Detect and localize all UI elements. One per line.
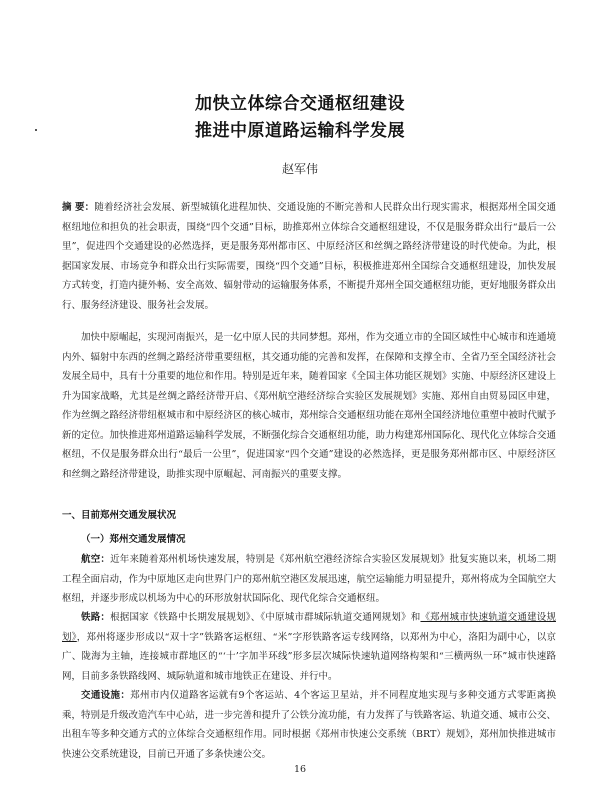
title-line-1: 加快立体综合交通枢纽建设 — [195, 94, 405, 114]
transport-facilities-paragraph — [62, 686, 556, 764]
author: 赵军伟 — [281, 162, 318, 176]
section-heading: 一、目前郑州交通发展状况 — [62, 510, 177, 521]
page-number: 16 — [293, 764, 307, 775]
transport-facilities-label: 交通设施： — [81, 690, 131, 701]
railway-label: 铁路： — [81, 612, 111, 623]
subsection-heading: （一）郑州交通发展情况 — [81, 534, 186, 545]
railway-text-b: ，郑州将逐步形成以“双十字”铁路客运枢纽、“米”字形铁路客运专线网络，以郑州为中心，洛阳为副中心，以京广、陇海为主轴，连接城市群地区的“‘十’字加半环线”形多层次城际快速轨道网络构架和“三横两纵一环”城市快速路网，目前多条铁路线网、城际轨道和城市地铁正在建设、并行中。 — [62, 631, 556, 682]
railway-plan-title: 《郑州城市快速轨道交通建设规划》 — [62, 612, 556, 643]
abstract — [62, 198, 556, 315]
abstract-text: 随着经济社会发展、新型城镇化进程加快、交通设施的不断完善和人民群众出行现实需求，根据郑州全国交通枢纽地位和担负的社会职责，围绕“四个交通”目标，助推郑州立体综合交通枢纽建设，不仅是服务群众出行“最后一公里”，促进四个交通建设的必然选择，更是服务郑州都市区、中原经济区和丝绸之路经济带建设的时代使命。为此，根据国家发展、市场竞争和群众出行实际需要，围绕“四个交通”目标，积极推进郑州全国综合交通枢纽建设，加快发展方式转变，打造内捷外畅、安全高效、辐射带动的运输服务体系，不断提升郑州全国交通枢纽功能，更好地服务群众出行、服务经济建设、服务社会发展。 — [62, 202, 557, 311]
aviation-text: 近年来随着郑州机场快速发展，特别是《郑州航空港经济综合实验区发展规划》批复实施以来，机场二期工程全面启动，作为中原地区走向世界门户的郑州航空港区发展迅速，航空运输能力明显提升，郑州将成为全国航空大枢纽，并逐步形成以机场为中心的环形放射状国际化、现代化综合交通枢纽。 — [62, 554, 557, 604]
railway-paragraph — [62, 608, 556, 686]
aviation-label: 航空： — [81, 554, 111, 565]
railway-text-a: 根据国家《铁路中长期发展规划》、《中原城市群城际轨道交通网规划》和 — [110, 612, 421, 623]
intro-paragraph: 加快中原崛起，实现河南振兴，是一亿中原人民的共同梦想。郑州，作为交通立市的全国区域性中心城市和连通境内外、辐射中东西的丝绸之路经济带重要纽枢，其交通功能的完善和发挥，在保障和支撑全市、全省乃至全国经济社会发展全局中，具有十分重要的地位和作用。特别是近年来，随着国家《全国主体功能区规划》实施、中原经济区建设上升为国家战略，尤其是丝绸之路经济带开启、《郑州航空港经济综合实验区发展规划》实施、郑州自由贸易园区申建，作为丝绸之路经济带纽枢城市和中原经济区的核心城市，郑州综合交通枢纽功能在郑州全国经济地位重塑中被时代赋予新的定位。加快推进郑州道路运输科学发展，不断强化综合交通枢纽功能，助力构建郑州国际化、现代化立体综合交通枢纽，不仅是服务群众出行“最后一公里”，促进国家“四个交通”建设的必然选择，更是服务郑州都市区、中原经济区和丝绸之路经济带建设，助推实现中原崛起、河南振兴的重要支撑。 — [62, 332, 557, 480]
transport-facilities-text: 郑州市内仅道路客运就有9个客运站、4个客运卫星站，并不同程度地实现与多种交通方式零距离换乘，特别是升级改造汽车中心站，进一步完善和提升了公铁分流功能，有力发挥了与铁路客运、轨道交通、城市公交、出租车等多种交通方式的立体综合交通枢纽作用。同时根据《郑州市快速公交系统（BRT）规划》，郑州加快推进城市快速公交系统建设，目前已开通了多条快速公交。 — [62, 690, 557, 760]
title-line-2: 推进中原道路运输科学发展 — [195, 121, 405, 141]
abstract-label: 摘 要： — [62, 202, 95, 213]
aviation-paragraph — [62, 550, 556, 609]
